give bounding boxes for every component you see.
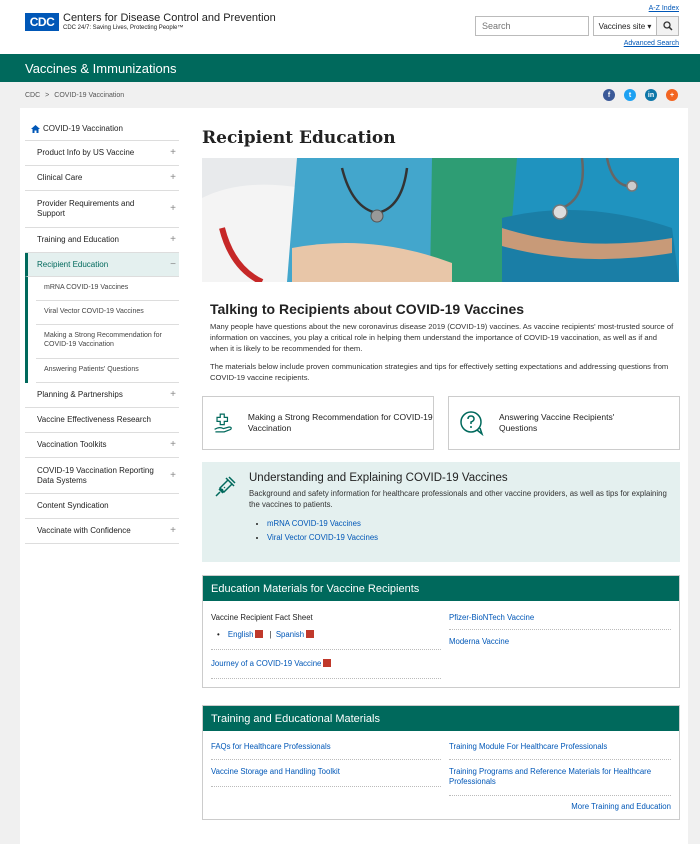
- list-item: [211, 650, 441, 679]
- sidebar-item-label: Product Info by US Vaccine: [37, 148, 135, 157]
- sidebar-item-planning[interactable]: [25, 383, 179, 408]
- question-bubble-icon: [459, 410, 485, 436]
- expand-icon[interactable]: +: [170, 469, 176, 481]
- moderna-vaccine-link[interactable]: Moderna Vaccine: [449, 637, 510, 646]
- az-index-link[interactable]: A-Z Index: [648, 5, 679, 12]
- sidebar-item-recipient-education[interactable]: [25, 253, 179, 277]
- main-content: [202, 118, 680, 820]
- expand-icon[interactable]: +: [170, 147, 176, 158]
- expand-icon[interactable]: +: [170, 439, 176, 450]
- box-heading: Training and Educational Materials: [203, 706, 679, 731]
- content-area: [20, 108, 688, 844]
- search-icon: [663, 21, 673, 31]
- english-link[interactable]: English: [227, 630, 254, 639]
- sidebar-subitem-viral-vector[interactable]: Viral Vector COVID-19 Vaccines: [36, 301, 179, 325]
- list-item: [449, 630, 671, 654]
- list-item: [267, 531, 670, 545]
- training-module-link[interactable]: Training Module For Healthcare Professionals: [449, 742, 608, 751]
- training-programs-link[interactable]: Training Programs and Reference Materials for Healthcare Professionals: [449, 767, 652, 786]
- page-title: Recipient Education: [202, 128, 396, 148]
- syringe-icon: [212, 476, 236, 500]
- sidebar-item-clinical-care[interactable]: [25, 166, 179, 191]
- cdc-logo[interactable]: [25, 12, 276, 32]
- strong-recommendation-card[interactable]: [202, 396, 434, 450]
- card-title: Answering Vaccine Recipients' Questions: [499, 412, 615, 433]
- sidebar-item-label: Planning & Partnerships: [37, 390, 123, 399]
- sidebar-item-label: Provider Requirements and Support: [37, 199, 135, 218]
- expand-icon[interactable]: +: [170, 389, 176, 400]
- list-item: [267, 517, 670, 531]
- site-header: [0, 0, 700, 54]
- breadcrumb: [0, 82, 700, 108]
- pdf-icon: [323, 659, 331, 667]
- language-divider: |: [269, 630, 272, 639]
- faqs-link[interactable]: FAQs for Healthcare Professionals: [211, 742, 331, 751]
- card-title: Making a Strong Recommendation for COVID-19 Vaccination: [247, 412, 433, 433]
- expand-icon[interactable]: +: [170, 203, 176, 214]
- sidebar-item-label: Clinical Care: [37, 173, 83, 182]
- spanish-link[interactable]: Spanish: [275, 630, 305, 639]
- sidebar-item-label: Vaccination Toolkits: [37, 440, 107, 449]
- breadcrumb-separator: >: [45, 91, 50, 99]
- sidebar-item-content-syndication[interactable]: [25, 494, 179, 519]
- expand-icon[interactable]: +: [170, 525, 176, 536]
- site-select[interactable]: Vaccines site ▾: [593, 16, 657, 36]
- sidebar-subnav: [25, 277, 179, 383]
- breadcrumb-home[interactable]: CDC: [25, 91, 41, 99]
- sidebar-item-toolkits[interactable]: [25, 433, 179, 458]
- topic-bar[interactable]: Vaccines & Immunizations: [0, 54, 700, 82]
- logo-tagline: CDC 24/7: Saving Lives, Protecting People™: [63, 25, 184, 31]
- section-title: Talking to Recipients about COVID-19 Vaccines: [210, 301, 525, 317]
- sidebar-item-reporting-data-systems[interactable]: [25, 458, 179, 494]
- sidebar-item-label: COVID-19 Vaccination Reporting Data Systems: [37, 465, 154, 485]
- sidebar-subitem-answering-questions[interactable]: Answering Patients' Questions: [36, 359, 179, 383]
- sidebar-item-vaccinate-with-confidence[interactable]: [25, 519, 179, 544]
- list-item: [449, 601, 671, 630]
- linkedin-icon[interactable]: in: [645, 89, 657, 101]
- feature-title: Understanding and Explaining COVID-19 Vaccines: [249, 472, 508, 484]
- hero-image: [202, 158, 679, 282]
- list-item: [449, 760, 671, 796]
- sidebar-home[interactable]: [25, 118, 179, 141]
- hand-plus-icon: [213, 410, 234, 436]
- fact-sheet-item: [211, 601, 441, 650]
- breadcrumb-current[interactable]: COVID-19 Vaccination: [54, 91, 125, 99]
- pfizer-vaccine-link[interactable]: Pfizer-BioNTech Vaccine: [449, 613, 535, 622]
- pdf-icon: [255, 630, 263, 638]
- card-row: [202, 396, 680, 450]
- search-bar: [475, 16, 679, 36]
- feature-text: Background and safety information for healthcare professionals and other vaccine providers, as well as tips for explaining the vaccines to patients.: [249, 489, 667, 509]
- bullet: •: [217, 630, 220, 639]
- sidebar-item-effectiveness-research[interactable]: [25, 408, 179, 433]
- sidebar-item-provider-requirements[interactable]: [25, 191, 179, 228]
- education-materials-box: [202, 575, 680, 688]
- social-links: [603, 89, 678, 101]
- home-icon: [31, 125, 40, 133]
- pdf-icon: [306, 630, 314, 638]
- sidebar-item-label: Training and Education: [37, 235, 119, 244]
- sidebar-item-training[interactable]: [25, 228, 179, 253]
- advanced-search-link[interactable]: Advanced Search: [623, 40, 679, 47]
- materials-paragraph: The materials below include proven communication strategies and tips for effectively setting expectations and addressing questions from COVID-19 vaccine recipients.: [210, 362, 669, 382]
- sidebar-item-label: Vaccine Effectiveness Research: [37, 415, 151, 424]
- logo-title: Centers for Disease Control and Prevention: [63, 12, 276, 24]
- sidebar: [25, 118, 179, 544]
- list-item: [211, 760, 441, 787]
- expand-icon[interactable]: +: [170, 172, 176, 183]
- journey-vaccine-link[interactable]: Journey of a COVID-19 Vaccine: [211, 659, 322, 668]
- twitter-icon[interactable]: t: [624, 89, 636, 101]
- viral-vector-vaccines-link[interactable]: Viral Vector COVID-19 Vaccines: [267, 533, 379, 542]
- sidebar-subitem-mrna[interactable]: mRNA COVID-19 Vaccines: [36, 277, 179, 301]
- feature-links: [267, 517, 670, 545]
- facebook-icon[interactable]: f: [603, 89, 615, 101]
- cdc-logo-mark[interactable]: CDC: [25, 13, 59, 31]
- intro-paragraph: Many people have questions about the new coronavirus disease 2019 (COVID-19) vaccines. As vaccine recipients' most-trusted source of information on vaccines, you play a critical role in helping them understand the importance of COVID-19 vaccination, as well as if and when it is likely to be recommended for them.: [210, 322, 674, 353]
- collapse-icon[interactable]: −: [170, 258, 176, 270]
- list-item: [449, 731, 671, 760]
- list-item: [211, 731, 441, 760]
- training-materials-box: [202, 705, 680, 820]
- storage-toolkit-link[interactable]: Vaccine Storage and Handling Toolkit: [211, 767, 340, 776]
- sidebar-item-label: Content Syndication: [37, 501, 109, 510]
- answering-questions-card[interactable]: [448, 396, 680, 450]
- expand-icon[interactable]: +: [170, 234, 176, 245]
- sidebar-home-label: COVID-19 Vaccination: [43, 124, 123, 133]
- understanding-vaccines-feature: [202, 462, 680, 562]
- sidebar-item-label: Recipient Education: [37, 259, 109, 269]
- sidebar-item-product-info[interactable]: [25, 141, 179, 166]
- more-training-link[interactable]: More Training and Education: [571, 802, 671, 811]
- sidebar-item-label: Vaccinate with Confidence: [37, 526, 131, 535]
- search-input[interactable]: [475, 16, 589, 36]
- healthcare-workers-image: [202, 158, 679, 282]
- syndicate-icon[interactable]: +: [666, 89, 678, 101]
- fact-sheet-title: Vaccine Recipient Fact Sheet: [211, 613, 313, 622]
- sidebar-subitem-strong-recommendation[interactable]: Making a Strong Recommendation for COVID-19 Vaccination: [36, 325, 179, 359]
- mrna-vaccines-link[interactable]: mRNA COVID-19 Vaccines: [267, 519, 361, 528]
- box-heading: Education Materials for Vaccine Recipients: [203, 576, 679, 601]
- search-button[interactable]: [657, 16, 679, 36]
- box-footer: [203, 796, 679, 819]
